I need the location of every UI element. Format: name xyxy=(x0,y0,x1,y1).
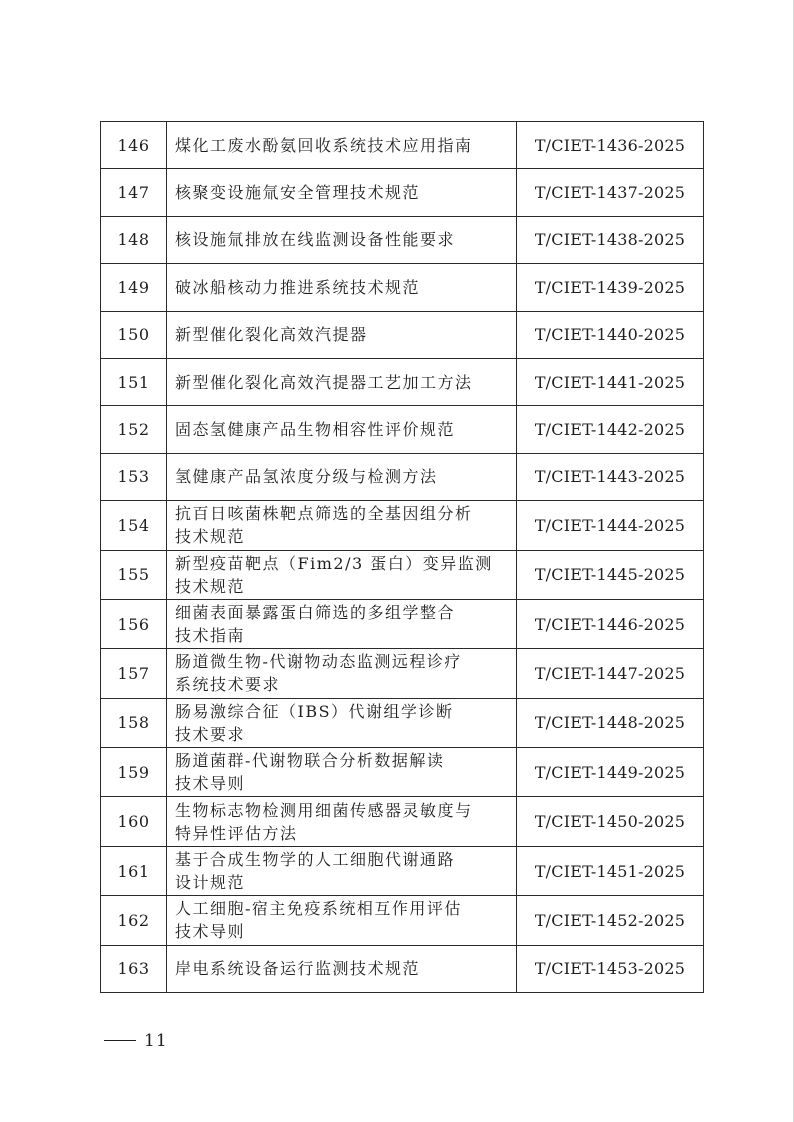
table-row xyxy=(101,122,704,169)
standard-code-cell: T/CIET-1440-2025 xyxy=(517,311,704,358)
row-number-cell: 156 xyxy=(101,599,167,648)
standard-name-cell xyxy=(167,896,517,945)
standard-name-line: 技术指南 xyxy=(175,626,246,646)
standard-code-cell: T/CIET-1444-2025 xyxy=(517,501,704,550)
page-number-value: 11 xyxy=(144,1031,168,1051)
standard-name-cell xyxy=(167,846,517,895)
standard-name-cell xyxy=(167,406,517,453)
row-number-cell: 146 xyxy=(101,122,167,169)
standard-name-line: 基于合成生物学的人工细胞代谢通路 xyxy=(175,850,456,870)
standard-name-cell xyxy=(167,599,517,648)
standard-name-line: 技术规范 xyxy=(175,576,246,596)
row-number-cell: 158 xyxy=(101,698,167,747)
standard-name-line: 氢健康产品氢浓度分级与检测方法 xyxy=(175,467,438,487)
row-number-cell: 157 xyxy=(101,649,167,698)
standard-code-cell: T/CIET-1451-2025 xyxy=(517,846,704,895)
standard-name-line: 煤化工废水酚氨回收系统技术应用指南 xyxy=(175,135,473,155)
standard-name-line: 核聚变设施氚安全管理技术规范 xyxy=(175,183,421,203)
page-number xyxy=(104,1031,168,1051)
standard-name-line: 新型催化裂化高效汽提器 xyxy=(175,325,368,345)
standard-name-line: 抗百日咳菌株靶点筛选的全基因组分析 xyxy=(175,504,473,524)
standard-name-line: 肠易激综合征（IBS）代谢组学诊断 xyxy=(175,701,454,721)
standard-code-cell: T/CIET-1453-2025 xyxy=(517,945,704,992)
standard-name-cell xyxy=(167,453,517,500)
standard-name-line: 岸电系统设备运行监测技术规范 xyxy=(175,959,421,979)
table-row xyxy=(101,169,704,216)
row-number-cell: 162 xyxy=(101,896,167,945)
standard-name-line: 核设施氚排放在线监测设备性能要求 xyxy=(175,230,456,250)
row-number-cell: 149 xyxy=(101,264,167,311)
standard-name-cell xyxy=(167,797,517,846)
standards-table-body xyxy=(101,122,704,993)
row-number-cell: 154 xyxy=(101,501,167,550)
standard-name-cell xyxy=(167,169,517,216)
standard-name-line: 细菌表面暴露蛋白筛选的多组学整合 xyxy=(175,603,456,623)
row-number-cell: 151 xyxy=(101,358,167,405)
standard-code-cell: T/CIET-1447-2025 xyxy=(517,649,704,698)
table-row xyxy=(101,698,704,747)
table-row xyxy=(101,550,704,599)
row-number-cell: 147 xyxy=(101,169,167,216)
standard-code-cell: T/CIET-1437-2025 xyxy=(517,169,704,216)
standard-code-cell: T/CIET-1443-2025 xyxy=(517,453,704,500)
standard-name-line: 设计规范 xyxy=(175,873,246,893)
table-row xyxy=(101,358,704,405)
table-row xyxy=(101,216,704,263)
standard-name-line: 生物标志物检测用细菌传感器灵敏度与 xyxy=(175,800,473,820)
standard-code-cell: T/CIET-1442-2025 xyxy=(517,406,704,453)
standard-code-cell: T/CIET-1450-2025 xyxy=(517,797,704,846)
table-row xyxy=(101,501,704,550)
standard-code-cell: T/CIET-1436-2025 xyxy=(517,122,704,169)
standard-code-cell: T/CIET-1438-2025 xyxy=(517,216,704,263)
standard-name-cell xyxy=(167,550,517,599)
standard-name-line: 系统技术要求 xyxy=(175,675,281,695)
row-number-cell: 153 xyxy=(101,453,167,500)
standard-name-line: 肠道菌群-代谢物联合分析数据解读 xyxy=(175,751,445,771)
standard-name-cell xyxy=(167,122,517,169)
table-row xyxy=(101,896,704,945)
standard-name-line: 固态氢健康产品生物相容性评价规范 xyxy=(175,420,456,440)
standard-name-cell xyxy=(167,748,517,797)
standard-code-cell: T/CIET-1446-2025 xyxy=(517,599,704,648)
standard-code-cell: T/CIET-1452-2025 xyxy=(517,896,704,945)
standard-name-cell xyxy=(167,311,517,358)
row-number-cell: 150 xyxy=(101,311,167,358)
standard-name-cell xyxy=(167,945,517,992)
standard-name-line: 技术导则 xyxy=(175,774,246,794)
row-number-cell: 160 xyxy=(101,797,167,846)
table-row xyxy=(101,406,704,453)
standard-name-cell xyxy=(167,698,517,747)
table-row xyxy=(101,311,704,358)
row-number-cell: 155 xyxy=(101,550,167,599)
row-number-cell: 161 xyxy=(101,846,167,895)
standard-name-line: 特异性评估方法 xyxy=(175,823,298,843)
table-row xyxy=(101,453,704,500)
standards-table xyxy=(100,121,704,993)
standard-name-line: 新型催化裂化高效汽提器工艺加工方法 xyxy=(175,372,473,392)
standard-name-line: 新型疫苗靶点（Fim2/3 蛋白）变异监测 xyxy=(175,553,493,573)
standard-code-cell: T/CIET-1441-2025 xyxy=(517,358,704,405)
table-row xyxy=(101,599,704,648)
standard-name-line: 技术规范 xyxy=(175,527,246,547)
standard-code-cell: T/CIET-1449-2025 xyxy=(517,748,704,797)
standard-name-line: 技术要求 xyxy=(175,724,246,744)
page-number-dash xyxy=(104,1040,136,1041)
row-number-cell: 159 xyxy=(101,748,167,797)
standard-name-cell xyxy=(167,649,517,698)
row-number-cell: 163 xyxy=(101,945,167,992)
standard-name-line: 肠道微生物-代谢物动态监测远程诊疗 xyxy=(175,652,462,672)
standard-name-cell xyxy=(167,216,517,263)
standard-name-line: 技术导则 xyxy=(175,922,246,942)
standard-code-cell: T/CIET-1445-2025 xyxy=(517,550,704,599)
table-row xyxy=(101,797,704,846)
row-number-cell: 152 xyxy=(101,406,167,453)
row-number-cell: 148 xyxy=(101,216,167,263)
standard-name-line: 人工细胞-宿主免疫系统相互作用评估 xyxy=(175,899,462,919)
table-row xyxy=(101,748,704,797)
standard-name-cell xyxy=(167,264,517,311)
table-row xyxy=(101,649,704,698)
table-row xyxy=(101,945,704,992)
standard-code-cell: T/CIET-1439-2025 xyxy=(517,264,704,311)
table-row xyxy=(101,846,704,895)
standard-name-cell xyxy=(167,501,517,550)
table-row xyxy=(101,264,704,311)
standard-code-cell: T/CIET-1448-2025 xyxy=(517,698,704,747)
standard-name-cell xyxy=(167,358,517,405)
standard-name-line: 破冰船核动力推进系统技术规范 xyxy=(175,277,421,297)
